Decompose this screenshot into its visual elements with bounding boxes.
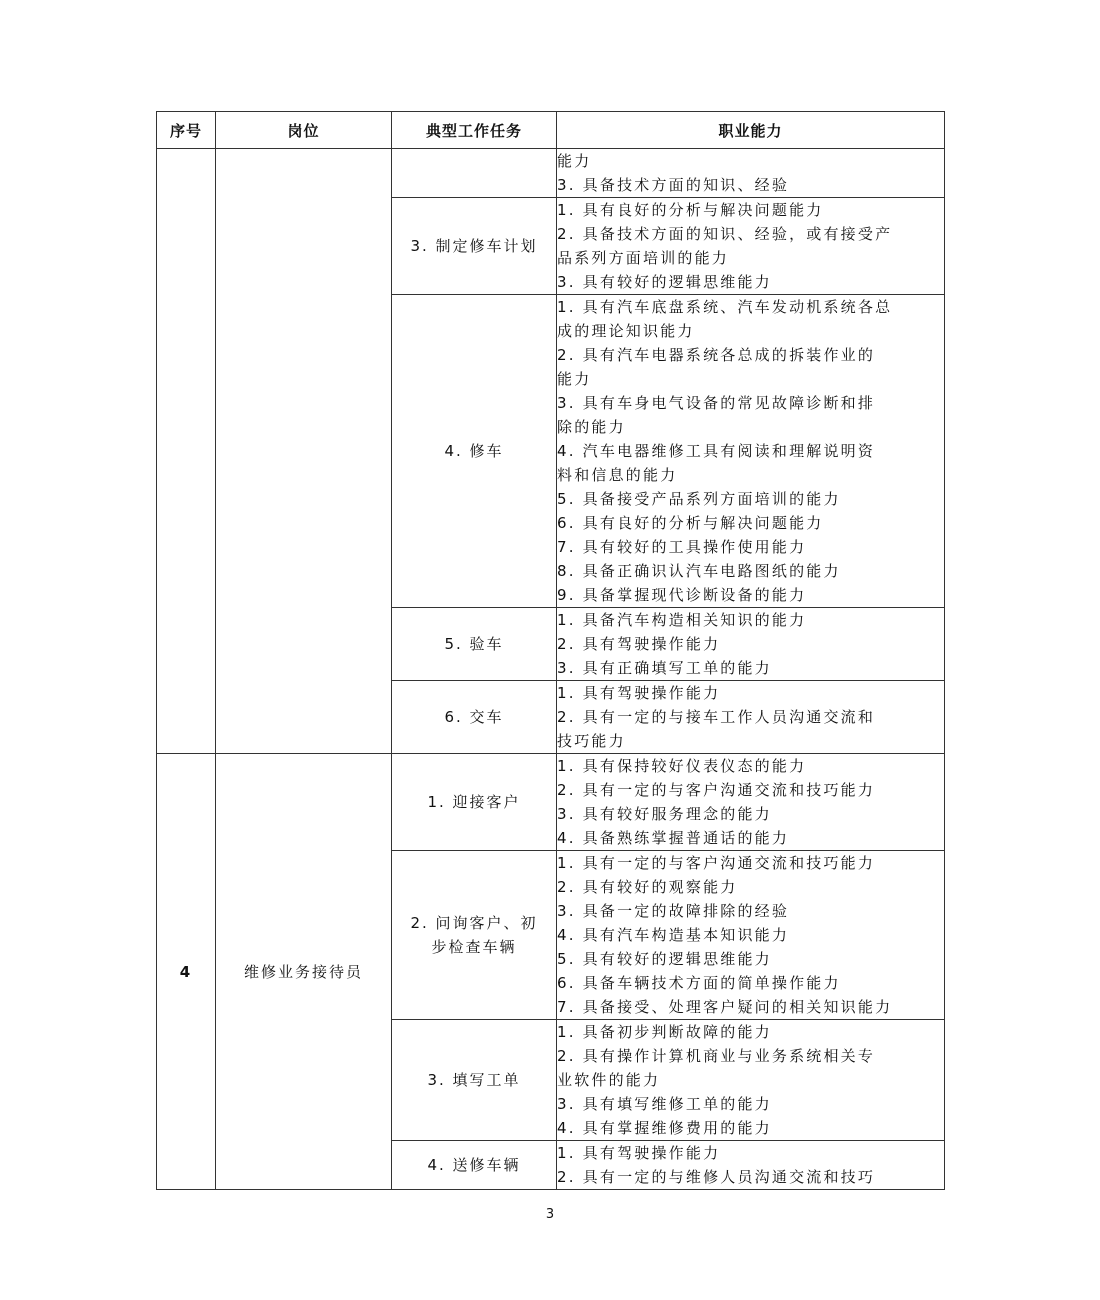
task-label: 3. 制定修车计划 <box>410 237 538 255</box>
task-cell <box>392 1141 557 1190</box>
ability-cell <box>557 754 945 851</box>
ability-line: 8. 具备正确识认汽车电路图纸的能力 <box>557 562 841 580</box>
page-number: 3 <box>545 1207 555 1222</box>
ability-line: 料和信息的能力 <box>557 466 678 484</box>
ability-line: 1. 具有一定的与客户沟通交流和技巧能力 <box>557 854 876 872</box>
ability-line: 1. 具备初步判断故障的能力 <box>557 1023 772 1041</box>
task-label: 4. 修车 <box>444 442 504 460</box>
seq-cell <box>157 149 216 754</box>
table-row <box>157 754 945 851</box>
task-cell <box>392 149 557 198</box>
ability-line: 品系列方面培训的能力 <box>557 249 730 267</box>
task-label: 1. 迎接客户 <box>427 793 521 811</box>
task-cell <box>392 851 557 1020</box>
ability-line: 5. 具有较好的逻辑思维能力 <box>557 950 772 968</box>
ability-cell <box>557 1141 945 1190</box>
ability-line: 1. 具有良好的分析与解决问题能力 <box>557 201 824 219</box>
ability-line: 1. 具有保持较好仪表仪态的能力 <box>557 757 807 775</box>
post-cell: 维修业务接待员 <box>216 754 392 1190</box>
ability-line: 3. 具备一定的故障排除的经验 <box>557 902 790 920</box>
ability-line: 2. 具有一定的与接车工作人员沟通交流和 <box>557 708 876 726</box>
ability-line: 6. 具有良好的分析与解决问题能力 <box>557 514 824 532</box>
ability-line: 技巧能力 <box>557 732 626 750</box>
ability-line: 2. 具有驾驶操作能力 <box>557 635 721 653</box>
task-label: 3. 填写工单 <box>427 1071 521 1089</box>
task-cell <box>392 1020 557 1141</box>
ability-line: 3. 具有较好服务理念的能力 <box>557 805 772 823</box>
ability-line: 3. 具有较好的逻辑思维能力 <box>557 273 772 291</box>
ability-line: 4. 具有汽车构造基本知识能力 <box>557 926 790 944</box>
task-cell <box>392 295 557 608</box>
ability-line: 3. 具有车身电气设备的常见故障诊断和排 <box>557 394 876 412</box>
ability-cell <box>557 681 945 754</box>
ability-line: 业软件的能力 <box>557 1071 661 1089</box>
ability-line: 4. 具备熟练掌握普通话的能力 <box>557 829 790 847</box>
ability-line: 1. 具有驾驶操作能力 <box>557 684 721 702</box>
ability-cell <box>557 198 945 295</box>
ability-cell <box>557 295 945 608</box>
ability-line: 3. 具备技术方面的知识、经验 <box>557 176 790 194</box>
ability-line: 1. 具有驾驶操作能力 <box>557 1144 721 1162</box>
ability-line: 2. 具有汽车电器系统各总成的拆装作业的 <box>557 346 876 364</box>
ability-cell <box>557 851 945 1020</box>
occupational-ability-table <box>156 111 945 1190</box>
task-cell <box>392 681 557 754</box>
ability-line: 4. 汽车电器维修工具有阅读和理解说明资 <box>557 442 876 460</box>
ability-line: 能力 <box>557 152 592 170</box>
ability-line: 1. 具有汽车底盘系统、汽车发动机系统各总 <box>557 298 893 316</box>
ability-line: 7. 具有较好的工具操作使用能力 <box>557 538 807 556</box>
header-ability: 职业能力 <box>557 112 945 149</box>
ability-line: 2. 具备技术方面的知识、经验，或有接受产 <box>557 225 893 243</box>
header-seq: 序号 <box>157 112 216 149</box>
ability-line: 3. 具有正确填写工单的能力 <box>557 659 772 677</box>
ability-line: 7. 具备接受、处理客户疑问的相关知识能力 <box>557 998 893 1016</box>
ability-line: 5. 具备接受产品系列方面培训的能力 <box>557 490 841 508</box>
table-header-row <box>157 112 945 149</box>
post-cell <box>216 149 392 754</box>
table-row <box>157 149 945 198</box>
ability-line: 4. 具有掌握维修费用的能力 <box>557 1119 772 1137</box>
task-cell <box>392 198 557 295</box>
ability-line: 9. 具备掌握现代诊断设备的能力 <box>557 586 807 604</box>
ability-line: 2. 具有一定的与维修人员沟通交流和技巧 <box>557 1168 876 1186</box>
task-label: 6. 交车 <box>444 708 504 726</box>
ability-cell <box>557 608 945 681</box>
task-label: 4. 送修车辆 <box>427 1156 521 1174</box>
header-task: 典型工作任务 <box>392 112 557 149</box>
ability-line: 2. 具有操作计算机商业与业务系统相关专 <box>557 1047 876 1065</box>
ability-line: 除的能力 <box>557 418 626 436</box>
ability-line: 成的理论知识能力 <box>557 322 695 340</box>
ability-line: 6. 具备车辆技术方面的简单操作能力 <box>557 974 841 992</box>
header-post: 岗位 <box>216 112 392 149</box>
task-cell <box>392 608 557 681</box>
ability-cell <box>557 1020 945 1141</box>
ability-line: 2. 具有较好的观察能力 <box>557 878 738 896</box>
ability-cell <box>557 149 945 198</box>
ability-line: 2. 具有一定的与客户沟通交流和技巧能力 <box>557 781 876 799</box>
task-label: 5. 验车 <box>444 635 504 653</box>
task-label: 2. 问询客户、初步检查车辆 <box>410 914 538 956</box>
task-cell <box>392 754 557 851</box>
ability-line: 3. 具有填写维修工单的能力 <box>557 1095 772 1113</box>
ability-line: 能力 <box>557 370 592 388</box>
seq-cell: 4 <box>157 754 216 1190</box>
ability-line: 1. 具备汽车构造相关知识的能力 <box>557 611 807 629</box>
